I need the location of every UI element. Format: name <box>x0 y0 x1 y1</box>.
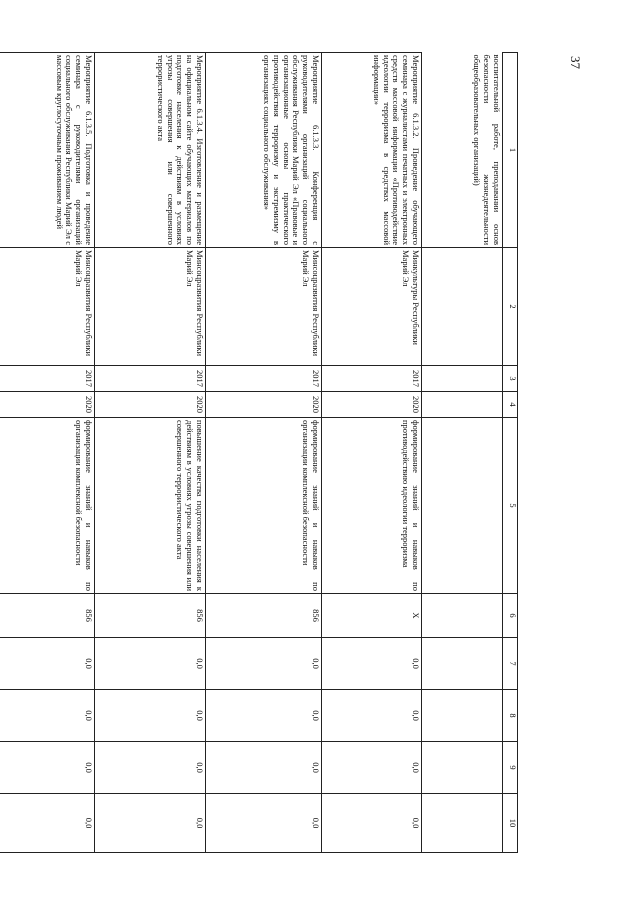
header-row <box>503 53 518 853</box>
start-year: 2017 <box>0 366 95 392</box>
table-row <box>95 53 206 853</box>
budget-code: 856 <box>95 594 206 638</box>
end-year <box>422 392 503 418</box>
start-year: 2017 <box>206 366 322 392</box>
funding-value: 0,0 <box>322 742 422 794</box>
header-cell: 2 <box>503 248 518 366</box>
budget-code: X <box>322 594 422 638</box>
header-cell: 1 <box>503 53 518 248</box>
funding-value <box>422 794 503 853</box>
end-year: 2020 <box>0 392 95 418</box>
funding-value: 0,0 <box>206 690 322 742</box>
responsible-executor: Минсоцразвития Республики Марий Эл <box>0 248 95 366</box>
funding-value: 0,0 <box>206 794 322 853</box>
table-row <box>0 53 95 853</box>
table-row <box>206 53 322 853</box>
header-cell: 7 <box>503 638 518 690</box>
funding-value: 0,0 <box>206 742 322 794</box>
funding-value: 0,0 <box>95 690 206 742</box>
rotated-table-container <box>54 52 518 852</box>
funding-value <box>422 638 503 690</box>
responsible-executor: Минкультуры Республики Марий Эл <box>322 248 422 366</box>
expected-result: формирование знаний и навыков по противодействию идеологии терроризма <box>322 418 422 594</box>
end-year: 2020 <box>95 392 206 418</box>
responsible-executor <box>422 248 503 366</box>
funding-value <box>422 690 503 742</box>
header-cell: 3 <box>503 366 518 392</box>
measure-description: Мероприятие 6.1.3.2. Проведение обучающего семинара с журналистами печатных и электронных средств массовой информации «Противодействие идеологии терроризма в средствах массовой информации» <box>322 53 422 248</box>
funding-value: 0,0 <box>95 742 206 794</box>
start-year <box>422 366 503 392</box>
expected-result: повышение качества подготовки населения к действиям в условиях угрозы совершения или совершенного террористического акта <box>95 418 206 594</box>
header-cell: 8 <box>503 690 518 742</box>
end-year: 2020 <box>322 392 422 418</box>
funding-value: 0,0 <box>0 742 95 794</box>
measure-description: воспитательной работе, преподавании основ безопасности жизнедеятельности общеобразовательных организаций) <box>422 53 503 248</box>
table-row <box>322 53 422 853</box>
funding-value: 0,0 <box>322 690 422 742</box>
page-number: 37 <box>568 56 583 69</box>
table-row <box>422 53 503 853</box>
funding-value <box>422 742 503 794</box>
funding-value: 0,0 <box>322 638 422 690</box>
expected-result <box>422 418 503 594</box>
measure-description: Мероприятие 6.1.3.5. Подготовка и проведение семинара с руководителями организаций социального обслуживания Республики Марий Эл с массовым круглосуточным проживанием людей <box>0 53 95 248</box>
responsible-executor: Минсоцразвития Республики Марий Эл <box>206 248 322 366</box>
measure-description: Мероприятие 6.1.3.4. Изготовление и размещение на официальном сайте обучающих материалов по подготовке населения к действиям в условиях угрозы совершения или совершенного террористического акта <box>95 53 206 248</box>
responsible-executor: Минсоцразвития Республики Марий Эл <box>95 248 206 366</box>
header-cell: 5 <box>503 418 518 594</box>
header-cell: 9 <box>503 742 518 794</box>
funding-value: 0,0 <box>0 794 95 853</box>
measure-description: Мероприятие 6.1.3.3. Конференция с руководителями организаций социального обслуживания Республики Марий Эл «Правовые и организационные основы практического противодействия терроризму и экстремизму в организациях социального обслуживания» <box>206 53 322 248</box>
funding-value: 0,0 <box>206 638 322 690</box>
funding-value: 0,0 <box>0 638 95 690</box>
funding-value: 0,0 <box>322 794 422 853</box>
funding-value: 0,0 <box>95 794 206 853</box>
funding-value: 0,0 <box>95 638 206 690</box>
start-year: 2017 <box>95 366 206 392</box>
end-year: 2020 <box>206 392 322 418</box>
budget-code <box>422 594 503 638</box>
header-cell: 4 <box>503 392 518 418</box>
funding-value: 0,0 <box>0 690 95 742</box>
header-cell: 6 <box>503 594 518 638</box>
start-year: 2017 <box>322 366 422 392</box>
program-table <box>0 52 518 853</box>
budget-code: 856 <box>206 594 322 638</box>
budget-code: 856 <box>0 594 95 638</box>
expected-result: формирование знаний и навыков по организации комплексной безопасности <box>0 418 95 594</box>
header-cell: 10 <box>503 794 518 853</box>
expected-result: формирование знаний и навыков по организации комплексной безопасности <box>206 418 322 594</box>
